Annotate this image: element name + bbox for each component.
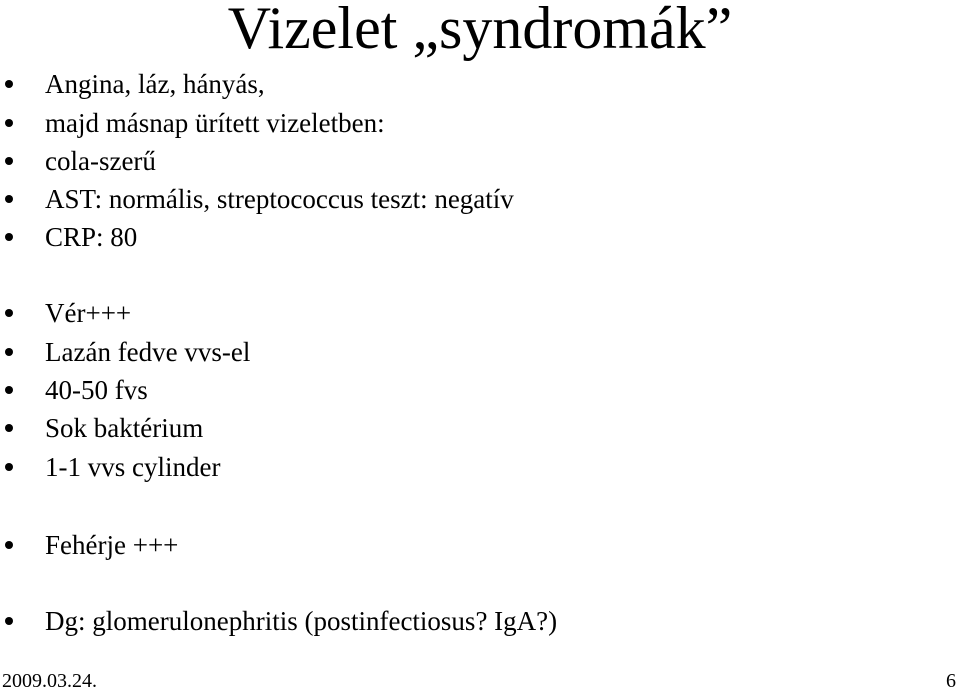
bullet-icon — [5, 157, 13, 165]
slide-title: Vizelet „syndromák” — [227, 0, 733, 61]
bullet-icon — [5, 463, 13, 471]
bullet-text: 1-1 vvs cylinder — [45, 452, 221, 482]
bullet-icon — [5, 80, 13, 88]
bullet-icon — [5, 195, 13, 203]
bullet-icon — [5, 386, 13, 394]
bullet-text: Fehérje +++ — [45, 530, 179, 560]
bullet-text: Vér+++ — [45, 298, 132, 328]
bullet-icon — [5, 233, 13, 241]
bullet-text: Dg: glomerulonephritis (postinfectiosus? IgA?) — [45, 606, 558, 636]
bullet-icon — [5, 309, 13, 317]
bullet-icon — [5, 541, 13, 549]
bullet-text: cola-szerű — [45, 146, 156, 176]
page-number: 6 — [946, 670, 956, 692]
bullet-text: Lazán fedve vvs-el — [45, 337, 251, 367]
bullet-text: CRP: 80 — [45, 222, 138, 252]
bullet-text: 40-50 fvs — [45, 375, 148, 405]
bullet-icon — [5, 424, 13, 432]
footer-date: 2009.03.24. — [2, 670, 97, 692]
bullet-text: Sok baktérium — [45, 413, 204, 443]
bullet-text: AST: normális, streptococcus teszt: negatív — [45, 184, 514, 214]
bullet-icon — [5, 348, 13, 356]
bullet-text: Angina, láz, hányás, — [45, 69, 265, 99]
bullet-icon — [5, 119, 13, 127]
bullet-text: majd másnap ürített vizeletben: — [45, 108, 385, 138]
bullet-icon — [5, 617, 13, 625]
